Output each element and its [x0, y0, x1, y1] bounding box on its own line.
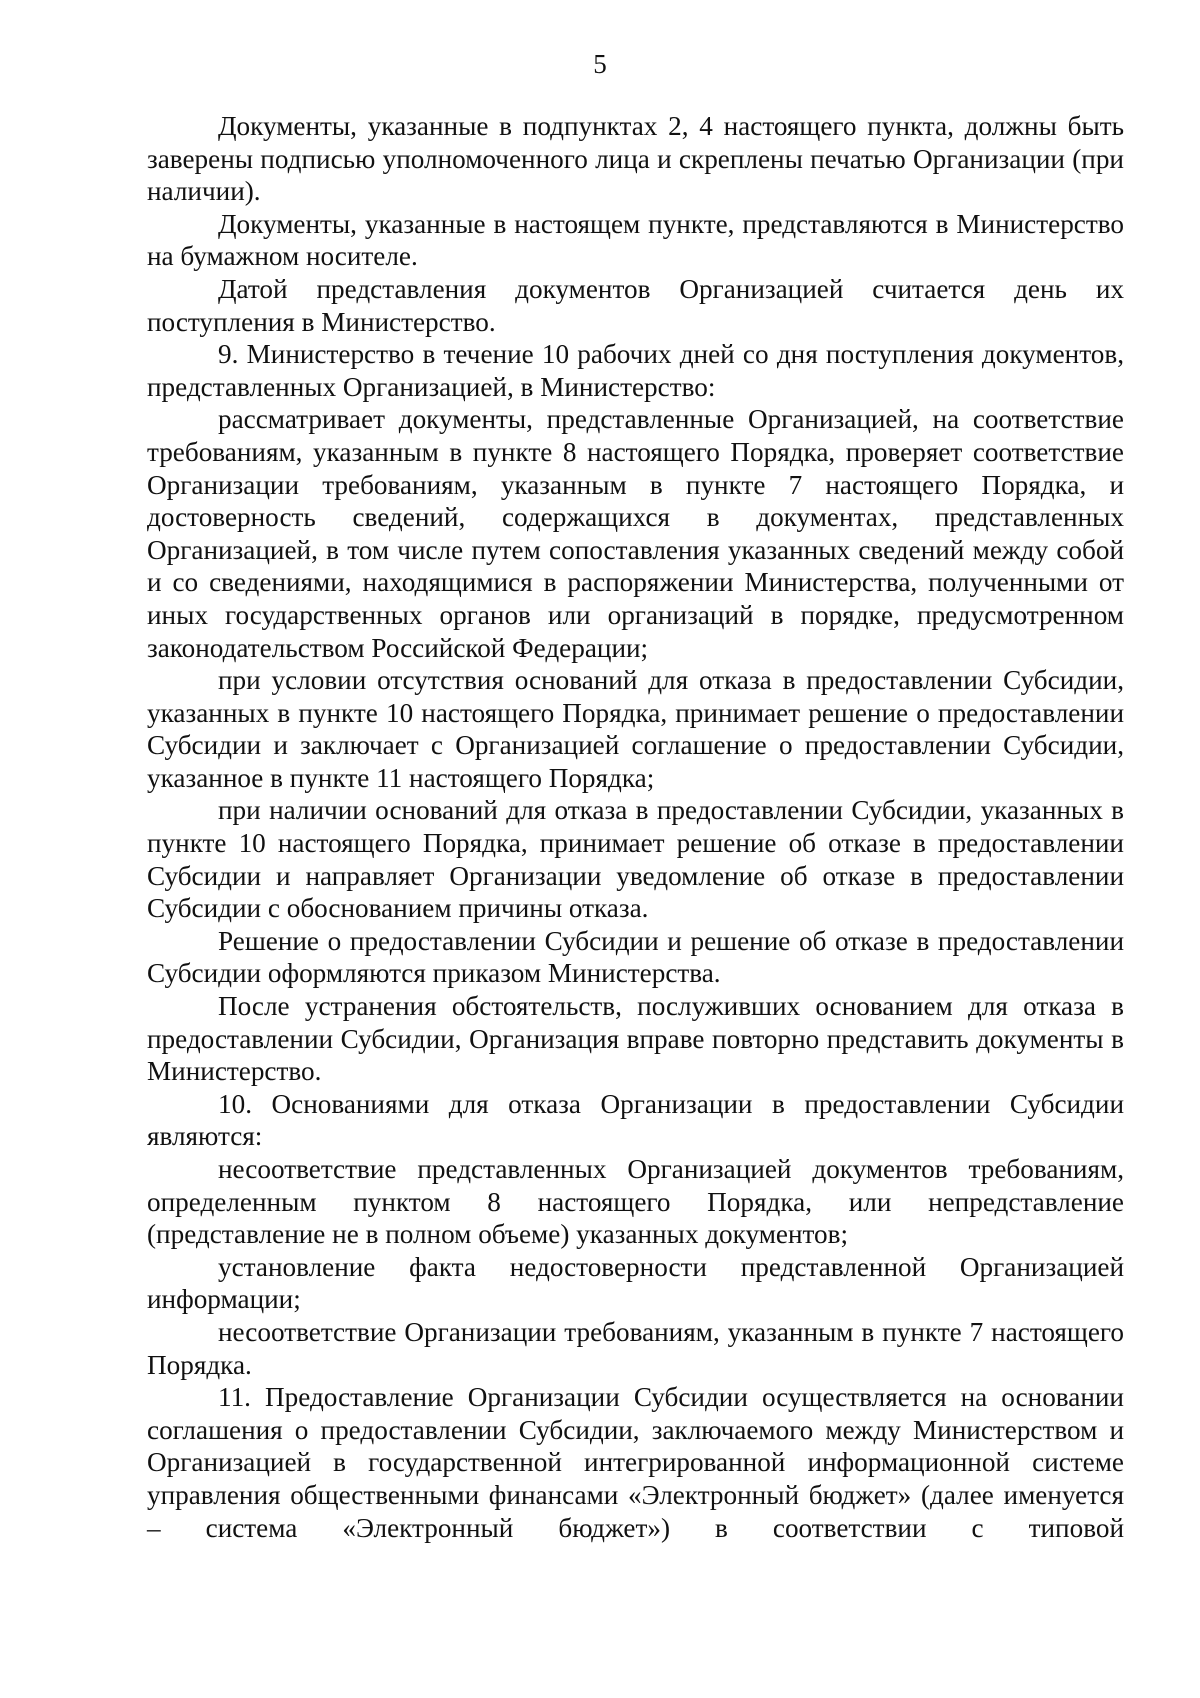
paragraph-item-10-noncompliant-organization: несоответствие Организации требованиям, указанным в пункте 7 настоящего Порядка. — [147, 1316, 1124, 1380]
paragraph-submission-date: Датой представления документов Организацией считается день их поступления в Министерство. — [147, 273, 1124, 337]
page-number: 5 — [593, 49, 607, 79]
paragraph-item-9-refusal-decision: при наличии оснований для отказа в предоставлении Субсидии, указанных в пункте 10 настоящего Порядка, принимает решение об отказе в предоставлении Субсидии и направляет Организации уведомление об отказе в предоставлении Субсидии с обоснованием причины отказа. — [147, 795, 1124, 924]
paragraph-documents-paper: Документы, указанные в настоящем пункте, представляются в Министерство на бумажном носителе. — [147, 208, 1124, 272]
paragraph-item-9: 9. Министерство в течение 10 рабочих дней со дня поступления документов, представленных Организацией, в Министерство: — [147, 339, 1124, 402]
paragraph-item-10-noncompliant-documents: несоответствие представленных Организацией документов требованиям, определенным пунктом 8 настоящего Порядка, или непредставление (представление не в полном объеме) указанных документов; — [147, 1154, 1124, 1250]
paragraph-item-11: 11. Предоставление Организации Субсидии осуществляется на основании соглашения о предоставлении Субсидии, заключаемого между Министерством и Организацией в государственной интегрированной информационной системе управления общественными финансами «Электронный бюджет» (далее именуется – система «Электронный бюджет») в соответствии с типовой — [147, 1382, 1124, 1543]
paragraph-item-10-false-information: установление факта недостоверности представленной Организацией информации; — [147, 1251, 1124, 1315]
paragraph-item-10: 10. Основаниями для отказа Организации в предоставлении Субсидии являются: — [147, 1088, 1124, 1152]
paragraph-item-9-grant-decision: при условии отсутствия оснований для отказа в предоставлении Субсидии, указанных в пункте 10 настоящего Порядка, принимает решение о предоставлении Субсидии и заключает с Организацией соглашение о предоставлении Субсидии, указанное в пункте 11 настоящего Порядка; — [147, 665, 1124, 793]
paragraph-decision-order: Решение о предоставлении Субсидии и решение об отказе в предоставлении Субсидии оформляются приказом Министерства. — [147, 925, 1124, 989]
paragraph-item-9-review: рассматривает документы, представленные Организацией, на соответствие требованиям, указанным в пункте 8 настоящего Порядка, проверяет соответствие Организации требованиям, указанным в пункте 7 настоящего Порядка, и достоверность сведений, содержащихся в документах, представленных Организацией, в том числе путем сопоставления указанных сведений между собой и со сведениями, находящимися в распоряжении Министерства, полученными от иных государственных органов или организаций в порядке, предусмотренном законодательством Российской Федерации; — [147, 404, 1124, 663]
paragraph-resubmission: После устранения обстоятельств, послуживших основанием для отказа в предоставлении Субсидии, Организация вправе повторно представить документы в Министерство. — [147, 991, 1124, 1087]
document-body — [147, 110, 1124, 1544]
paragraph-documents-certified: Документы, указанные в подпунктах 2, 4 настоящего пункта, должны быть заверены подписью уполномоченного лица и скреплены печатью Организации (при наличии). — [147, 111, 1124, 207]
